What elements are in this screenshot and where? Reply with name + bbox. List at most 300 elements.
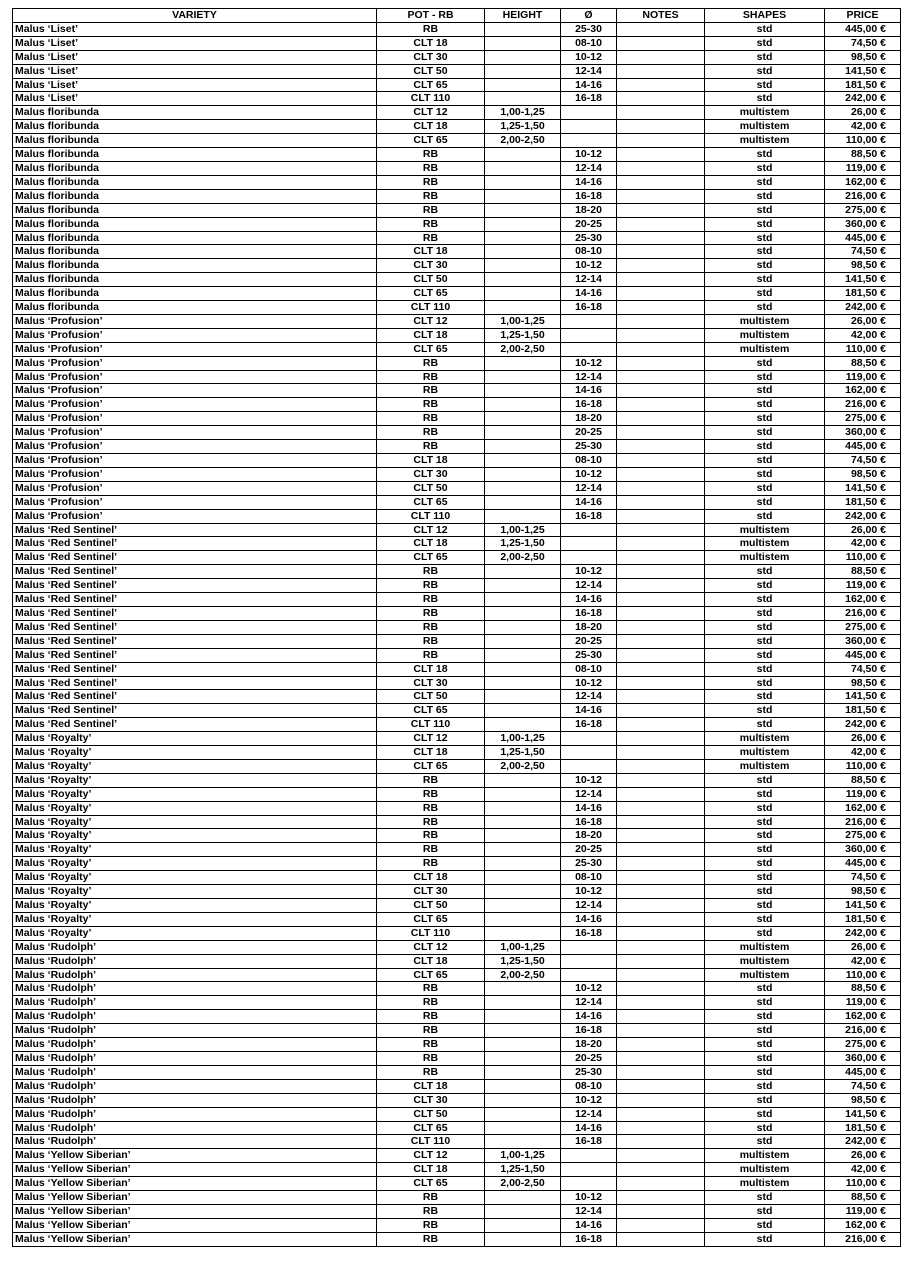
cell-variety: Malus ‘Rudolph’ [13, 954, 377, 968]
cell-shape: std [705, 481, 825, 495]
cell-notes [617, 120, 705, 134]
cell-price: 98,50 € [825, 1093, 901, 1107]
cell-notes [617, 634, 705, 648]
cell-pot-rb: CLT 18 [377, 871, 485, 885]
cell-shape: std [705, 1024, 825, 1038]
cell-notes [617, 1135, 705, 1149]
cell-variety: Malus ‘Profusion’ [13, 454, 377, 468]
cell-price: 242,00 € [825, 301, 901, 315]
table-row [13, 259, 901, 273]
cell-height [485, 245, 561, 259]
cell-pot-rb: RB [377, 1191, 485, 1205]
cell-price: 74,50 € [825, 245, 901, 259]
cell-notes [617, 1051, 705, 1065]
cell-pot-rb: CLT 18 [377, 454, 485, 468]
cell-notes [617, 314, 705, 328]
cell-shape: multistem [705, 134, 825, 148]
cell-notes [617, 134, 705, 148]
cell-notes [617, 1177, 705, 1191]
cell-diameter [561, 134, 617, 148]
cell-price: 98,50 € [825, 885, 901, 899]
cell-price: 141,50 € [825, 899, 901, 913]
cell-variety: Malus floribunda [13, 217, 377, 231]
cell-shape: std [705, 161, 825, 175]
cell-price: 445,00 € [825, 231, 901, 245]
cell-notes [617, 1163, 705, 1177]
cell-height: 2,00-2,50 [485, 968, 561, 982]
cell-height: 1,00-1,25 [485, 314, 561, 328]
cell-shape: std [705, 899, 825, 913]
column-header-pot-rb: POT - RB [377, 9, 485, 23]
cell-height [485, 885, 561, 899]
cell-diameter [561, 314, 617, 328]
cell-shape: std [705, 1051, 825, 1065]
cell-shape: std [705, 440, 825, 454]
cell-price: 216,00 € [825, 606, 901, 620]
cell-height [485, 857, 561, 871]
cell-pot-rb: CLT 18 [377, 120, 485, 134]
cell-pot-rb: RB [377, 996, 485, 1010]
cell-height [485, 801, 561, 815]
cell-variety: Malus ‘Yellow Siberian’ [13, 1149, 377, 1163]
cell-shape: std [705, 815, 825, 829]
cell-notes [617, 50, 705, 64]
cell-height [485, 1093, 561, 1107]
cell-pot-rb: RB [377, 843, 485, 857]
cell-height [485, 495, 561, 509]
cell-shape: multistem [705, 120, 825, 134]
table-row [13, 912, 901, 926]
cell-variety: Malus ‘Liset’ [13, 92, 377, 106]
cell-shape: std [705, 690, 825, 704]
cell-notes [617, 412, 705, 426]
cell-diameter: 08-10 [561, 454, 617, 468]
cell-shape: std [705, 231, 825, 245]
cell-height [485, 620, 561, 634]
cell-pot-rb: CLT 12 [377, 314, 485, 328]
column-header-variety: VARIETY [13, 9, 377, 23]
table-row [13, 92, 901, 106]
cell-variety: Malus ‘Yellow Siberian’ [13, 1191, 377, 1205]
cell-diameter: 12-14 [561, 161, 617, 175]
cell-shape: std [705, 885, 825, 899]
cell-variety: Malus ‘Profusion’ [13, 398, 377, 412]
cell-notes [617, 161, 705, 175]
cell-diameter [561, 106, 617, 120]
cell-price: 216,00 € [825, 815, 901, 829]
table-row [13, 1232, 901, 1246]
cell-variety: Malus ‘Profusion’ [13, 370, 377, 384]
cell-notes [617, 92, 705, 106]
cell-height [485, 148, 561, 162]
cell-diameter [561, 968, 617, 982]
cell-diameter: 18-20 [561, 412, 617, 426]
cell-variety: Malus ‘Royalty’ [13, 801, 377, 815]
cell-diameter: 12-14 [561, 787, 617, 801]
cell-variety: Malus ‘Profusion’ [13, 384, 377, 398]
cell-diameter: 16-18 [561, 509, 617, 523]
cell-pot-rb: RB [377, 1038, 485, 1052]
cell-notes [617, 968, 705, 982]
cell-notes [617, 467, 705, 481]
cell-price: 110,00 € [825, 759, 901, 773]
cell-notes [617, 648, 705, 662]
cell-height [485, 370, 561, 384]
cell-diameter: 12-14 [561, 64, 617, 78]
cell-diameter [561, 537, 617, 551]
cell-diameter: 16-18 [561, 1232, 617, 1246]
cell-height [485, 509, 561, 523]
table-row [13, 829, 901, 843]
cell-pot-rb: CLT 18 [377, 1163, 485, 1177]
cell-variety: Malus ‘Profusion’ [13, 495, 377, 509]
cell-price: 181,50 € [825, 78, 901, 92]
cell-notes [617, 829, 705, 843]
cell-pot-rb: RB [377, 412, 485, 426]
cell-price: 445,00 € [825, 857, 901, 871]
cell-variety: Malus ‘Liset’ [13, 64, 377, 78]
cell-price: 445,00 € [825, 1065, 901, 1079]
cell-diameter: 10-12 [561, 356, 617, 370]
cell-diameter: 12-14 [561, 370, 617, 384]
table-row [13, 940, 901, 954]
cell-diameter: 16-18 [561, 718, 617, 732]
cell-notes [617, 1065, 705, 1079]
cell-diameter [561, 328, 617, 342]
table-row [13, 134, 901, 148]
cell-shape: std [705, 412, 825, 426]
table-body [13, 22, 901, 1246]
cell-height [485, 64, 561, 78]
cell-price: 26,00 € [825, 314, 901, 328]
table-row [13, 732, 901, 746]
cell-height [485, 1135, 561, 1149]
cell-variety: Malus ‘Royalty’ [13, 815, 377, 829]
cell-variety: Malus ‘Royalty’ [13, 759, 377, 773]
cell-shape: std [705, 78, 825, 92]
cell-shape: multistem [705, 551, 825, 565]
table-row [13, 634, 901, 648]
cell-notes [617, 78, 705, 92]
cell-diameter: 10-12 [561, 773, 617, 787]
cell-notes [617, 732, 705, 746]
cell-price: 74,50 € [825, 871, 901, 885]
cell-diameter: 12-14 [561, 899, 617, 913]
table-row [13, 328, 901, 342]
cell-diameter: 10-12 [561, 259, 617, 273]
cell-pot-rb: CLT 30 [377, 50, 485, 64]
table-row [13, 606, 901, 620]
cell-notes [617, 1093, 705, 1107]
cell-diameter: 12-14 [561, 1107, 617, 1121]
cell-price: 88,50 € [825, 773, 901, 787]
cell-variety: Malus floribunda [13, 120, 377, 134]
cell-notes [617, 982, 705, 996]
cell-notes [617, 759, 705, 773]
cell-variety: Malus floribunda [13, 245, 377, 259]
cell-height [485, 356, 561, 370]
table-row [13, 565, 901, 579]
cell-notes [617, 481, 705, 495]
cell-variety: Malus ‘Profusion’ [13, 356, 377, 370]
cell-shape: std [705, 662, 825, 676]
cell-diameter: 12-14 [561, 481, 617, 495]
cell-pot-rb: CLT 30 [377, 467, 485, 481]
cell-pot-rb: RB [377, 773, 485, 787]
cell-notes [617, 495, 705, 509]
cell-height [485, 871, 561, 885]
cell-price: 42,00 € [825, 954, 901, 968]
cell-variety: Malus ‘Profusion’ [13, 342, 377, 356]
cell-shape: multistem [705, 314, 825, 328]
cell-price: 110,00 € [825, 134, 901, 148]
table-row [13, 301, 901, 315]
cell-variety: Malus ‘Royalty’ [13, 926, 377, 940]
cell-height [485, 634, 561, 648]
cell-shape: std [705, 245, 825, 259]
cell-price: 110,00 € [825, 551, 901, 565]
cell-notes [617, 148, 705, 162]
cell-diameter: 14-16 [561, 175, 617, 189]
cell-height [485, 787, 561, 801]
cell-price: 98,50 € [825, 467, 901, 481]
cell-diameter: 16-18 [561, 606, 617, 620]
cell-pot-rb: CLT 18 [377, 36, 485, 50]
cell-diameter [561, 120, 617, 134]
table-row [13, 120, 901, 134]
table-row [13, 746, 901, 760]
cell-height [485, 273, 561, 287]
cell-notes [617, 620, 705, 634]
cell-price: 119,00 € [825, 370, 901, 384]
cell-notes [617, 912, 705, 926]
cell-pot-rb: RB [377, 1051, 485, 1065]
cell-diameter: 10-12 [561, 885, 617, 899]
cell-pot-rb: CLT 12 [377, 1149, 485, 1163]
cell-pot-rb: RB [377, 648, 485, 662]
cell-variety: Malus floribunda [13, 134, 377, 148]
cell-diameter: 20-25 [561, 1051, 617, 1065]
cell-diameter [561, 1163, 617, 1177]
cell-shape: std [705, 801, 825, 815]
cell-pot-rb: CLT 18 [377, 245, 485, 259]
cell-height: 1,00-1,25 [485, 732, 561, 746]
cell-height [485, 454, 561, 468]
cell-diameter: 14-16 [561, 384, 617, 398]
cell-diameter: 08-10 [561, 871, 617, 885]
cell-pot-rb: RB [377, 593, 485, 607]
cell-shape: std [705, 495, 825, 509]
table-row [13, 815, 901, 829]
cell-pot-rb: CLT 12 [377, 106, 485, 120]
cell-pot-rb: CLT 65 [377, 78, 485, 92]
cell-price: 181,50 € [825, 912, 901, 926]
cell-price: 275,00 € [825, 412, 901, 426]
cell-height [485, 440, 561, 454]
cell-pot-rb: CLT 65 [377, 912, 485, 926]
cell-height [485, 718, 561, 732]
cell-notes [617, 996, 705, 1010]
cell-pot-rb: CLT 50 [377, 1107, 485, 1121]
cell-diameter [561, 759, 617, 773]
cell-pot-rb: CLT 18 [377, 662, 485, 676]
cell-variety: Malus ‘Royalty’ [13, 843, 377, 857]
cell-shape: std [705, 36, 825, 50]
cell-price: 141,50 € [825, 64, 901, 78]
cell-diameter: 16-18 [561, 92, 617, 106]
cell-pot-rb: CLT 18 [377, 1079, 485, 1093]
cell-pot-rb: CLT 18 [377, 537, 485, 551]
cell-notes [617, 36, 705, 50]
cell-shape: multistem [705, 537, 825, 551]
cell-height: 1,25-1,50 [485, 746, 561, 760]
cell-height [485, 843, 561, 857]
cell-diameter: 25-30 [561, 231, 617, 245]
price-table [12, 8, 901, 1247]
cell-price: 216,00 € [825, 1024, 901, 1038]
cell-diameter: 10-12 [561, 1093, 617, 1107]
cell-pot-rb: RB [377, 1010, 485, 1024]
cell-variety: Malus ‘Liset’ [13, 36, 377, 50]
cell-variety: Malus ‘Rudolph’ [13, 982, 377, 996]
cell-variety: Malus ‘Rudolph’ [13, 1065, 377, 1079]
table-row [13, 537, 901, 551]
table-row [13, 398, 901, 412]
cell-variety: Malus ‘Profusion’ [13, 426, 377, 440]
table-row [13, 1051, 901, 1065]
cell-variety: Malus floribunda [13, 301, 377, 315]
cell-pot-rb: RB [377, 801, 485, 815]
cell-pot-rb: CLT 12 [377, 940, 485, 954]
cell-price: 445,00 € [825, 440, 901, 454]
cell-variety: Malus ‘Red Sentinel’ [13, 676, 377, 690]
cell-notes [617, 704, 705, 718]
cell-height [485, 1107, 561, 1121]
cell-variety: Malus ‘Red Sentinel’ [13, 634, 377, 648]
cell-price: 162,00 € [825, 1218, 901, 1232]
cell-shape: std [705, 1121, 825, 1135]
cell-shape: multistem [705, 954, 825, 968]
cell-price: 98,50 € [825, 676, 901, 690]
table-row [13, 231, 901, 245]
cell-shape: std [705, 22, 825, 36]
cell-height [485, 217, 561, 231]
table-row [13, 287, 901, 301]
cell-notes [617, 175, 705, 189]
cell-pot-rb: RB [377, 565, 485, 579]
cell-notes [617, 273, 705, 287]
cell-pot-rb: RB [377, 1232, 485, 1246]
cell-variety: Malus ‘Red Sentinel’ [13, 690, 377, 704]
table-row [13, 22, 901, 36]
cell-price: 162,00 € [825, 175, 901, 189]
cell-notes [617, 203, 705, 217]
cell-variety: Malus ‘Red Sentinel’ [13, 565, 377, 579]
table-row [13, 690, 901, 704]
cell-price: 275,00 € [825, 620, 901, 634]
cell-diameter: 14-16 [561, 801, 617, 815]
table-row [13, 1218, 901, 1232]
cell-notes [617, 1107, 705, 1121]
cell-price: 242,00 € [825, 92, 901, 106]
cell-shape: multistem [705, 1149, 825, 1163]
cell-height: 2,00-2,50 [485, 342, 561, 356]
cell-variety: Malus ‘Royalty’ [13, 871, 377, 885]
cell-notes [617, 551, 705, 565]
cell-shape: std [705, 648, 825, 662]
table-row [13, 996, 901, 1010]
cell-notes [617, 1121, 705, 1135]
cell-height [485, 1010, 561, 1024]
cell-pot-rb: CLT 65 [377, 134, 485, 148]
cell-diameter [561, 1149, 617, 1163]
cell-height: 1,25-1,50 [485, 537, 561, 551]
cell-notes [617, 1149, 705, 1163]
cell-variety: Malus ‘Royalty’ [13, 829, 377, 843]
table-row [13, 454, 901, 468]
cell-notes [617, 565, 705, 579]
cell-variety: Malus floribunda [13, 287, 377, 301]
cell-diameter: 14-16 [561, 495, 617, 509]
cell-notes [617, 1024, 705, 1038]
cell-diameter: 16-18 [561, 1135, 617, 1149]
cell-price: 162,00 € [825, 801, 901, 815]
cell-height [485, 1038, 561, 1052]
cell-variety: Malus ‘Rudolph’ [13, 1079, 377, 1093]
cell-notes [617, 871, 705, 885]
cell-pot-rb: CLT 50 [377, 273, 485, 287]
cell-notes [617, 454, 705, 468]
cell-notes [617, 370, 705, 384]
cell-height [485, 1079, 561, 1093]
cell-pot-rb: RB [377, 203, 485, 217]
cell-price: 88,50 € [825, 565, 901, 579]
cell-diameter [561, 1177, 617, 1191]
cell-height [485, 203, 561, 217]
cell-diameter: 08-10 [561, 36, 617, 50]
cell-variety: Malus floribunda [13, 148, 377, 162]
cell-price: 26,00 € [825, 940, 901, 954]
cell-diameter: 18-20 [561, 829, 617, 843]
cell-diameter: 08-10 [561, 1079, 617, 1093]
cell-diameter: 12-14 [561, 690, 617, 704]
cell-notes [617, 718, 705, 732]
cell-variety: Malus ‘Royalty’ [13, 773, 377, 787]
cell-shape: std [705, 1135, 825, 1149]
cell-shape: std [705, 1107, 825, 1121]
table-row [13, 509, 901, 523]
cell-diameter: 25-30 [561, 1065, 617, 1079]
cell-height: 1,00-1,25 [485, 106, 561, 120]
cell-height [485, 579, 561, 593]
cell-notes [617, 579, 705, 593]
cell-notes [617, 857, 705, 871]
cell-variety: Malus ‘Red Sentinel’ [13, 551, 377, 565]
cell-pot-rb: CLT 65 [377, 342, 485, 356]
cell-shape: std [705, 64, 825, 78]
cell-diameter: 10-12 [561, 1191, 617, 1205]
cell-height [485, 175, 561, 189]
cell-diameter: 14-16 [561, 912, 617, 926]
cell-price: 74,50 € [825, 662, 901, 676]
cell-shape: multistem [705, 1163, 825, 1177]
cell-height [485, 412, 561, 426]
cell-variety: Malus ‘Rudolph’ [13, 1010, 377, 1024]
cell-height: 2,00-2,50 [485, 551, 561, 565]
cell-notes [617, 773, 705, 787]
cell-variety: Malus ‘Red Sentinel’ [13, 648, 377, 662]
cell-shape: std [705, 718, 825, 732]
